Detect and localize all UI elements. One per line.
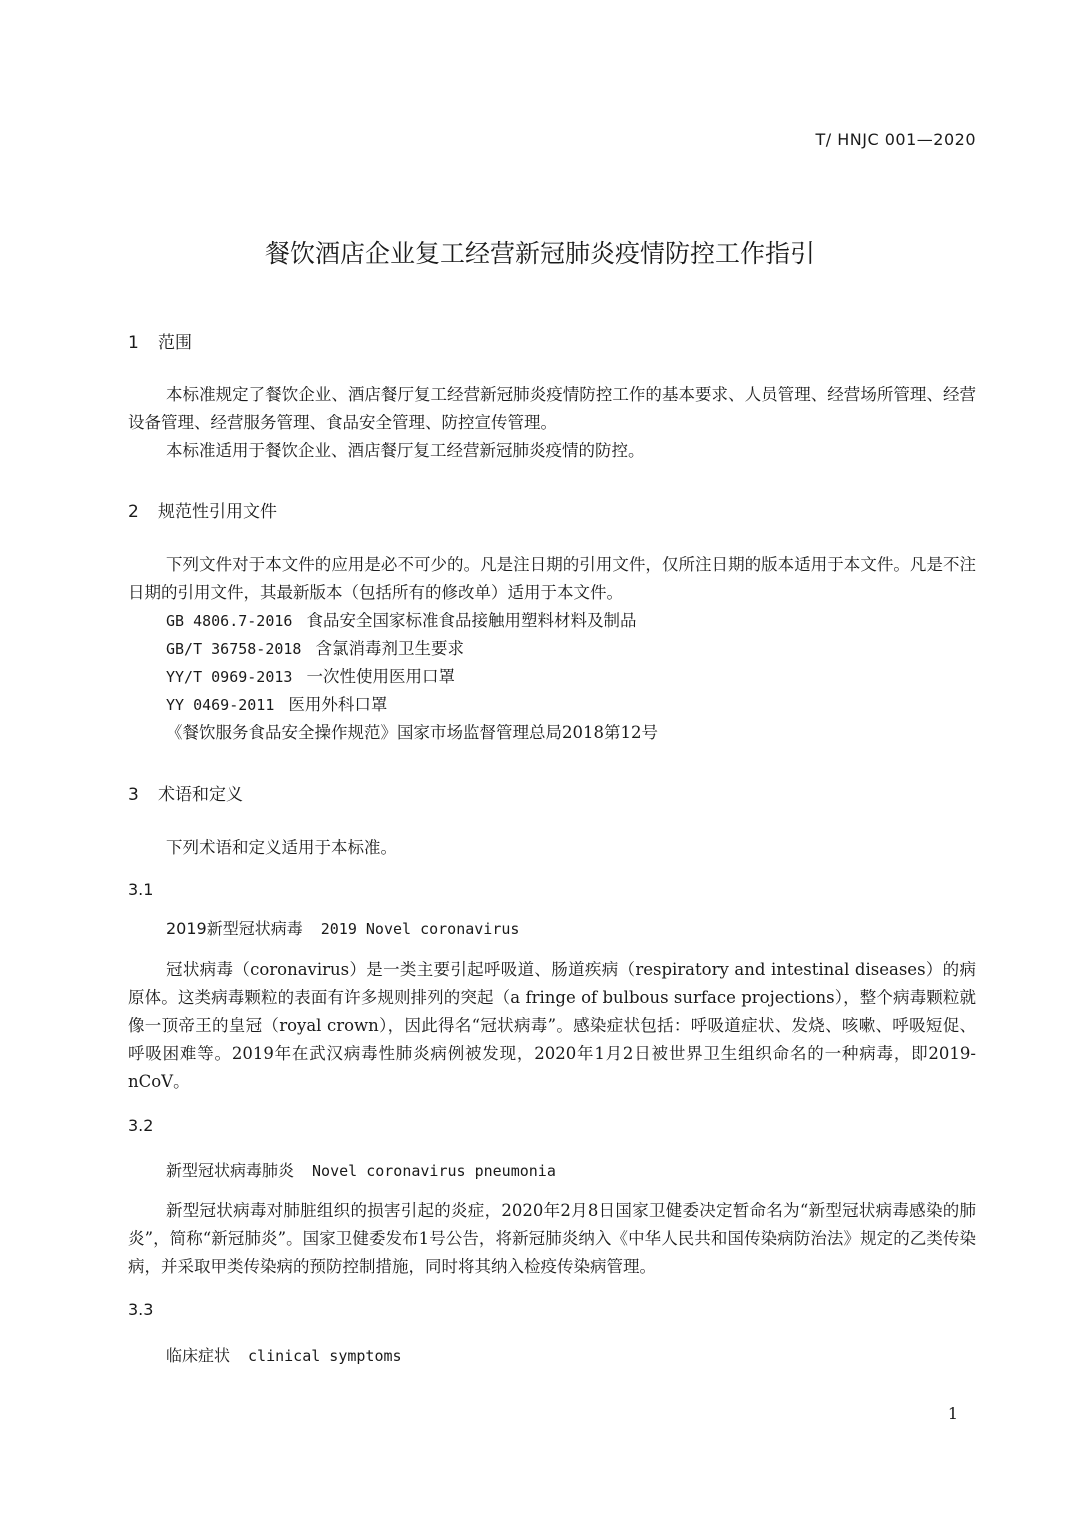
term <box>166 1158 556 1181</box>
reference-title: 医用外科口罩 <box>288 695 388 714</box>
section-heading <box>128 497 277 522</box>
section-number: 3 <box>128 785 139 805</box>
reference-item <box>166 607 636 635</box>
paragraph: 本标准规定了餐饮企业、酒店餐厅复工经营新冠肺炎疫情防控工作的基本要求、人员管理、经营场所管理、经营设备管理、经营服务管理、食品安全管理、防控宣传管理。 <box>128 385 976 432</box>
section-number: 1 <box>128 333 139 353</box>
reference-item <box>166 691 387 719</box>
term-en: clinical symptoms <box>248 1347 402 1365</box>
clause-number: 3.1 <box>128 880 154 899</box>
term <box>166 916 519 939</box>
section-title: 规范性引用文件 <box>158 502 277 522</box>
page-number: 1 <box>947 1404 958 1423</box>
term <box>166 1343 402 1366</box>
term-zh: 新型冠状病毒肺炎 <box>166 1161 295 1180</box>
definition-text: 新型冠状病毒对肺脏组织的损害引起的炎症，2020年2月8日国家卫健委决定暂命名为“新型冠状病毒感染的肺炎”，简称“新冠肺炎”。国家卫健委发布1号公告，将新冠肺炎纳入《中华人民共和国传染病防治法》规定的乙类传染病，并采取甲类传染病的预防控制措施，同时将其纳入检疫传染病管理。 <box>128 1201 976 1276</box>
section-number: 2 <box>128 502 139 522</box>
section-intro: 下列术语和定义适用于本标准。 <box>166 838 397 857</box>
paragraph: 下列文件对于本文件的应用是必不可少的。凡是注日期的引用文件，仅所注日期的版本适用于本文件。凡是不注日期的引用文件，其最新版本（包括所有的修改单）适用于本文件。 <box>128 555 976 602</box>
reference-code: YY/T 0969-2013 <box>166 668 293 686</box>
reference-item <box>166 635 464 663</box>
document-code: T/ HNJC 001—2020 <box>815 130 976 149</box>
term-zh: 2019新型冠状病毒 <box>166 919 303 938</box>
document-title: 餐饮酒店企业复工经营新冠肺炎疫情防控工作指引 <box>264 239 815 268</box>
definition-text: 冠状病毒（coronavirus）是一类主要引起呼吸道、肠道疾病（respiratory and intestinal diseases）的病原体。这类病毒颗粒的表面有许多规则排列的突起（a fringe of bulbous surface projections），整个病毒颗粒就像一顶帝王的皇冠（royal crown），因此得名“冠状病毒”。感染症状包括：呼吸道症状、发烧、咳嗽、呼吸短促、呼吸困难等。2019年在武汉病毒性肺炎病例被发现，2020年1月2日被世界卫生组织命名的一种病毒，即2019-nCoV。 <box>128 960 976 1091</box>
reference-title: 一次性使用医用口罩 <box>306 667 455 686</box>
clause-number: 3.2 <box>128 1116 154 1135</box>
reference-item <box>166 719 658 747</box>
term-en: Novel coronavirus pneumonia <box>312 1162 556 1180</box>
reference-code: YY 0469-2011 <box>166 696 275 714</box>
clause-number: 3.3 <box>128 1300 154 1319</box>
term-en: 2019 Novel coronavirus <box>320 920 520 938</box>
reference-title: 含氯消毒剂卫生要求 <box>315 639 464 658</box>
reference-title: 食品安全国家标准食品接触用塑料材料及制品 <box>306 611 637 630</box>
reference-title: 《餐饮服务食品安全操作规范》国家市场监督管理总局2018第12号 <box>166 723 658 742</box>
reference-item <box>166 663 455 691</box>
term-zh: 临床症状 <box>166 1346 231 1365</box>
reference-code: GB/T 36758-2018 <box>166 640 302 658</box>
section-heading <box>128 780 243 805</box>
section-title: 术语和定义 <box>158 785 243 805</box>
reference-code: GB 4806.7-2016 <box>166 612 293 630</box>
paragraph: 本标准适用于餐饮企业、酒店餐厅复工经营新冠肺炎疫情的防控。 <box>166 441 645 460</box>
section-title: 范围 <box>158 333 192 353</box>
section-heading <box>128 328 192 353</box>
